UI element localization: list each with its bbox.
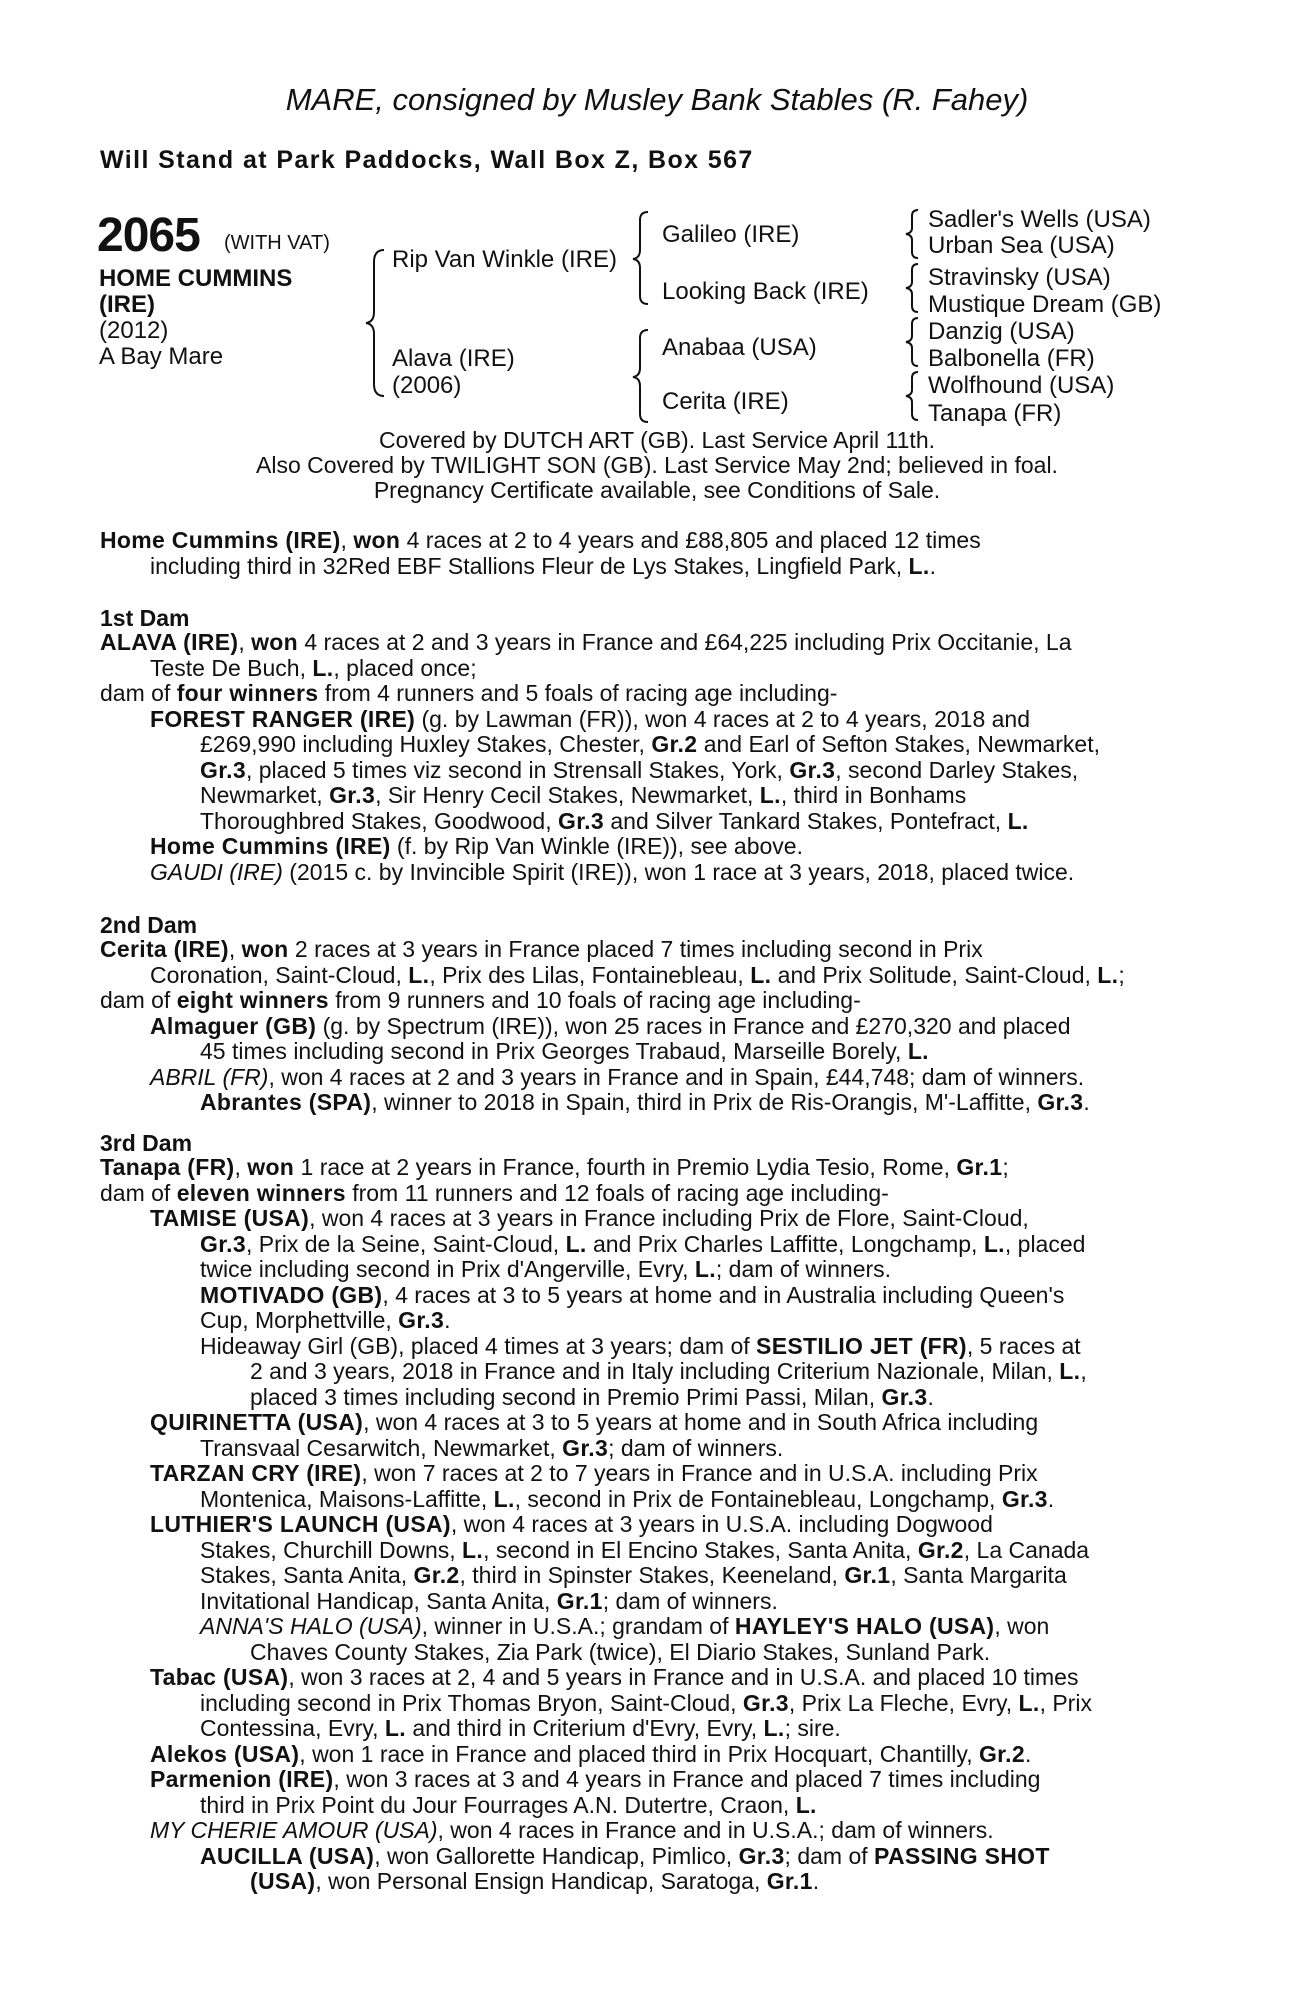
- pedigree-dam: Alava (IRE): [392, 345, 515, 372]
- horse-name-suffix: (IRE): [99, 291, 155, 318]
- horse-record: Home Cummins (IRE), won 4 races at 2 to 4 years and £88,805 and placed 12 times including third in 32Red EBF Stallions Fleur de Lys Stakes, Lingfield Park, L..: [100, 527, 981, 579]
- covering-line-1: Covered by DUTCH ART (GB). Last Service April 11th.: [378, 427, 936, 453]
- pedigree-brace-main: [362, 248, 392, 398]
- pedigree-dam-year: (2006): [392, 372, 462, 399]
- foaling-year: (2012): [99, 317, 169, 344]
- pedigree-dam-sire: Anabaa (USA): [662, 334, 817, 361]
- covering-line-3: Pregnancy Certificate available, see Conditions of Sale.: [373, 477, 941, 503]
- pedigree-brace-g3: [904, 316, 922, 368]
- pedigree-g6: Balbonella (FR): [928, 345, 1095, 372]
- third-dam-record: Tanapa (FR), won 1 race at 2 years in France, fourth in Premio Lydia Tesio, Rome, Gr.1; dam of eleven winners from 11 runners and 12 foals of racing age including- TAMISE (USA), won 4 races at 3 years in France including Prix de Flore, Saint-Cloud, Gr.3, Prix de la Seine, Saint-Cloud, L. and Prix Charles Laffitte, Longchamp, L., placed twice including second in Prix d'Angerville, Evry, L.; dam of winners. MOTIVADO (GB), 4 races at 3 to 5 years at home and in Australia including Queen's Cup, Morphettville, Gr.3. Hideaway Girl (GB), placed 4 times at 3 years; dam of SESTILIO JET (FR), 5 races at 2 and 3 years, 2018 in France and in Italy including Criterium Nazionale, Milan, L., placed 3 times including second in Premio Primi Passi, Milan, Gr.3. QUIRINETTA (USA), won 4 races at 3 to 5 years at home and in South Africa including Transvaal Cesarwitch, Newmarket, Gr.3; dam of winners. TARZAN CRY (IRE), won 7 races at 2 to 7 years in France and in U.S.A. including Prix Montenica, Maisons-Laffitte, L., second in Prix de Fontainebleau, Longchamp, Gr.3. LUTHIER'S LAUNCH (USA), won 4 races at 3 years in U.S.A. including Dogwood Stakes, Churchill Downs, L., second in El Encino Stakes, Santa Anita, Gr.2, La Canada Stakes, Santa Anita, Gr.2, third in Spinster Stakes, Keeneland, Gr.1, Santa Margarita Invitational Handicap, Santa Anita, Gr.1; dam of winners. ANNA'S HALO (USA), winner in U.S.A.; grandam of HAYLEY'S HALO (USA), won Chaves County Stakes, Zia Park (twice), El Diario Stakes, Sunland Park. Tabac (USA), won 3 races at 2, 4 and 5 years in France and in U.S.A. and placed 10 times including second in Prix Thomas Bryon, Saint-Cloud, Gr.3, Prix La Fleche, Evry, L., Prix Contessina, Evry, L. and third in Criterium d'Evry, Evry, L.; sire. Alekos (USA), won 1 race in France and placed third in Prix Hocquart, Chantilly, Gr.2. Parmenion (IRE), won 3 races at 3 and 4 years in France and placed 7 times including third in Prix Point du Jour Fourrages A.N. Dutertre, Craon, L. MY CHERIE AMOUR (USA), won 4 races in France and in U.S.A.; dam of winners. AUCILLA (USA), won Gallorette Handicap, Pimlico, Gr.3; dam of PASSING SHOT (USA), won Personal Ensign Handicap, Saratoga, Gr.1.: [100, 1154, 1092, 1894]
- first-dam-record: ALAVA (IRE), won 4 races at 2 and 3 years in France and £64,225 including Prix Occitanie, La Teste De Buch, L., placed once; dam of four winners from 4 runners and 5 foals of racing age including- FOREST RANGER (IRE) (g. by Lawman (FR)), won 4 races at 2 to 4 years, 2018 and £269,990 including Huxley Stakes, Chester, Gr.2 and Earl of Sefton Stakes, Newmarket, Gr.3, placed 5 times viz second in Strensall Stakes, York, Gr.3, second Darley Stakes, Newmarket, Gr.3, Sir Henry Cecil Stakes, Newmarket, L., third in Bonhams Thoroughbred Stakes, Goodwood, Gr.3 and Silver Tankard Stakes, Pontefract, L. Home Cummins (IRE) (f. by Rip Van Winkle (IRE)), see above. GAUDI (IRE) (2015 c. by Invincible Spirit (IRE)), won 1 race at 3 years, 2018, placed twice.: [100, 629, 1101, 885]
- pedigree-g4: Mustique Dream (GB): [928, 291, 1162, 318]
- section-first-dam: 1st Dam: [100, 605, 190, 631]
- pedigree-brace-g1: [904, 208, 922, 260]
- section-second-dam: 2nd Dam: [100, 912, 198, 938]
- horse-name: HOME CUMMINS: [99, 265, 293, 292]
- pedigree-g3: Stravinsky (USA): [928, 264, 1111, 291]
- pedigree-brace-dam: [630, 328, 654, 424]
- pedigree-g8: Tanapa (FR): [928, 400, 1062, 427]
- stand-location: Will Stand at Park Paddocks, Wall Box Z, Box 567: [100, 146, 754, 174]
- pedigree-g2: Urban Sea (USA): [928, 232, 1115, 259]
- pedigree-sire: Rip Van Winkle (IRE): [392, 246, 617, 273]
- pedigree-brace-g4: [904, 370, 922, 422]
- pedigree-sire-dam: Looking Back (IRE): [662, 278, 869, 305]
- section-third-dam: 3rd Dam: [100, 1130, 193, 1156]
- covering-line-2: Also Covered by TWILIGHT SON (GB). Last Service May 2nd; believed in foal.: [256, 452, 1058, 478]
- vat-label: (WITH VAT): [224, 232, 330, 254]
- pedigree-g7: Wolfhound (USA): [928, 372, 1115, 399]
- pedigree-dam-dam: Cerita (IRE): [662, 388, 789, 415]
- pedigree-g5: Danzig (USA): [928, 318, 1075, 345]
- consignment-title: MARE, consigned by Musley Bank Stables (R. Fahey): [285, 82, 1029, 117]
- lot-number: 2065: [97, 209, 200, 262]
- second-dam-record: Cerita (IRE), won 2 races at 3 years in France placed 7 times including second in Prix Coronation, Saint-Cloud, L., Prix des Lilas, Fontainebleau, L. and Prix Solitude, Saint-Cloud, L.; dam of eight winners from 9 runners and 10 foals of racing age including- Almaguer (GB) (g. by Spectrum (IRE)), won 25 races in France and £270,320 and placed 45 times including second in Prix Georges Trabaud, Marseille Borely, L. ABRIL (FR), won 4 races at 2 and 3 years in France and in Spain, £44,748; dam of winners. Abrantes (SPA), winner to 2018 in Spain, third in Prix de Ris-Orangis, M'-Laffitte, Gr.3.: [100, 936, 1125, 1115]
- pedigree-g1: Sadler's Wells (USA): [928, 206, 1151, 233]
- pedigree-sire-sire: Galileo (IRE): [662, 221, 800, 248]
- pedigree-brace-g2: [904, 262, 922, 314]
- pedigree-brace-sire: [630, 210, 654, 306]
- horse-description: A Bay Mare: [99, 343, 224, 370]
